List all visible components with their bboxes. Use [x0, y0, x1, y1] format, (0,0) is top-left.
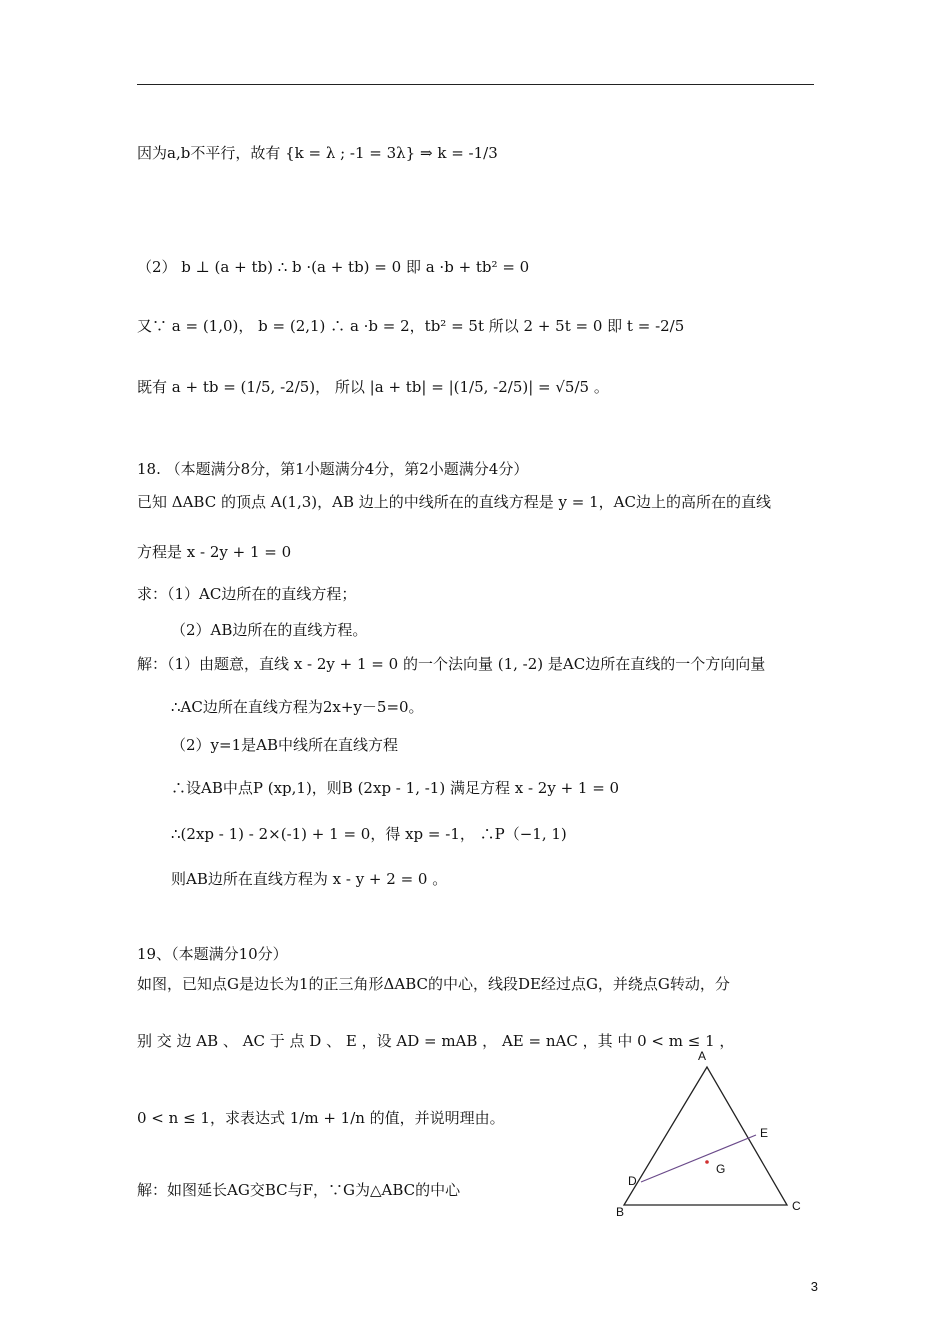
label-b: B	[616, 1205, 625, 1219]
text-line: 如图，已知点G是边长为1的正三角形ΔABC的中心，线段DE经过点G，并绕点G转动，分	[137, 975, 730, 993]
text-line: ∴设AB中点P (xp,1)，则B (2xp - 1, -1) 满足方程 x - 2y + 1 = 0	[171, 779, 620, 797]
text-line: ∴AC边所在直线方程为2x+y－5=0。	[171, 698, 424, 716]
label-g: G	[716, 1162, 726, 1176]
label-c: C	[792, 1199, 801, 1213]
label-e: E	[760, 1126, 769, 1140]
text-line: ∴(2xp - 1) - 2×(-1) + 1 = 0，得 xp = -1， ∴P（−1, 1)	[171, 825, 567, 843]
text-line: （2）y=1是AB中线所在直线方程	[171, 736, 398, 754]
text-line: 0 < n ≤ 1，求表达式 1/m + 1/n 的值，并说明理由。	[137, 1109, 505, 1127]
text-line: 方程是 x - 2y + 1 = 0	[137, 543, 292, 561]
text-line: 求：（1）AC边所在的直线方程；	[137, 585, 357, 603]
text-line: （2）AB边所在的直线方程。	[171, 621, 368, 639]
text-line: 则AB边所在直线方程为 x - y + 2 = 0 。	[171, 870, 448, 888]
text-line: 解：如图延长AG交BC与F，∵G为△ABC的中心	[137, 1181, 461, 1199]
text-line: 别 交 边 AB 、 AC 于 点 D 、 E ，设 AD = mAB ， AE = nAC ，其 中 0 < m ≤ 1 ，	[137, 1032, 735, 1050]
page-number: 3	[810, 1279, 818, 1294]
triangle-figure	[600, 1045, 820, 1225]
text-line: 因为a,b不平行，故有 {k = λ ; -1 = 3λ} ⇒ k = -1/3	[137, 144, 498, 162]
text-line: 解：（1）由题意，直线 x - 2y + 1 = 0 的一个法向量 (1, -2) 是AC边所在直线的一个方向向量	[137, 655, 766, 673]
question-19-heading: 19、（本题满分10分）	[137, 945, 288, 963]
text-line: 已知 ΔABC 的顶点 A(1,3)，AB 边上的中线所在的直线方程是 y = 1，AC边上的高所在的直线	[137, 493, 771, 511]
segment-de	[641, 1135, 756, 1182]
text-line: 又∵ a = (1,0)， b = (2,1) ∴ a ·b = 2，tb² = 5t 所以 2 + 5t = 0 即 t = -2/5	[137, 317, 685, 335]
header-rule	[137, 84, 814, 85]
label-d: D	[628, 1174, 637, 1188]
point-g	[705, 1160, 709, 1164]
text-line: 既有 a + tb = (1/5, -2/5)， 所以 |a + tb| = |(1/5, -2/5)| = √5/5 。	[137, 378, 609, 396]
question-18-heading: 18. （本题满分8分，第1小题满分4分，第2小题满分4分）	[137, 460, 529, 478]
label-a: A	[698, 1049, 707, 1063]
text-line: （2） b ⊥ (a + tb) ∴ b ·(a + tb) = 0 即 a ·b + tb² = 0	[137, 258, 530, 276]
